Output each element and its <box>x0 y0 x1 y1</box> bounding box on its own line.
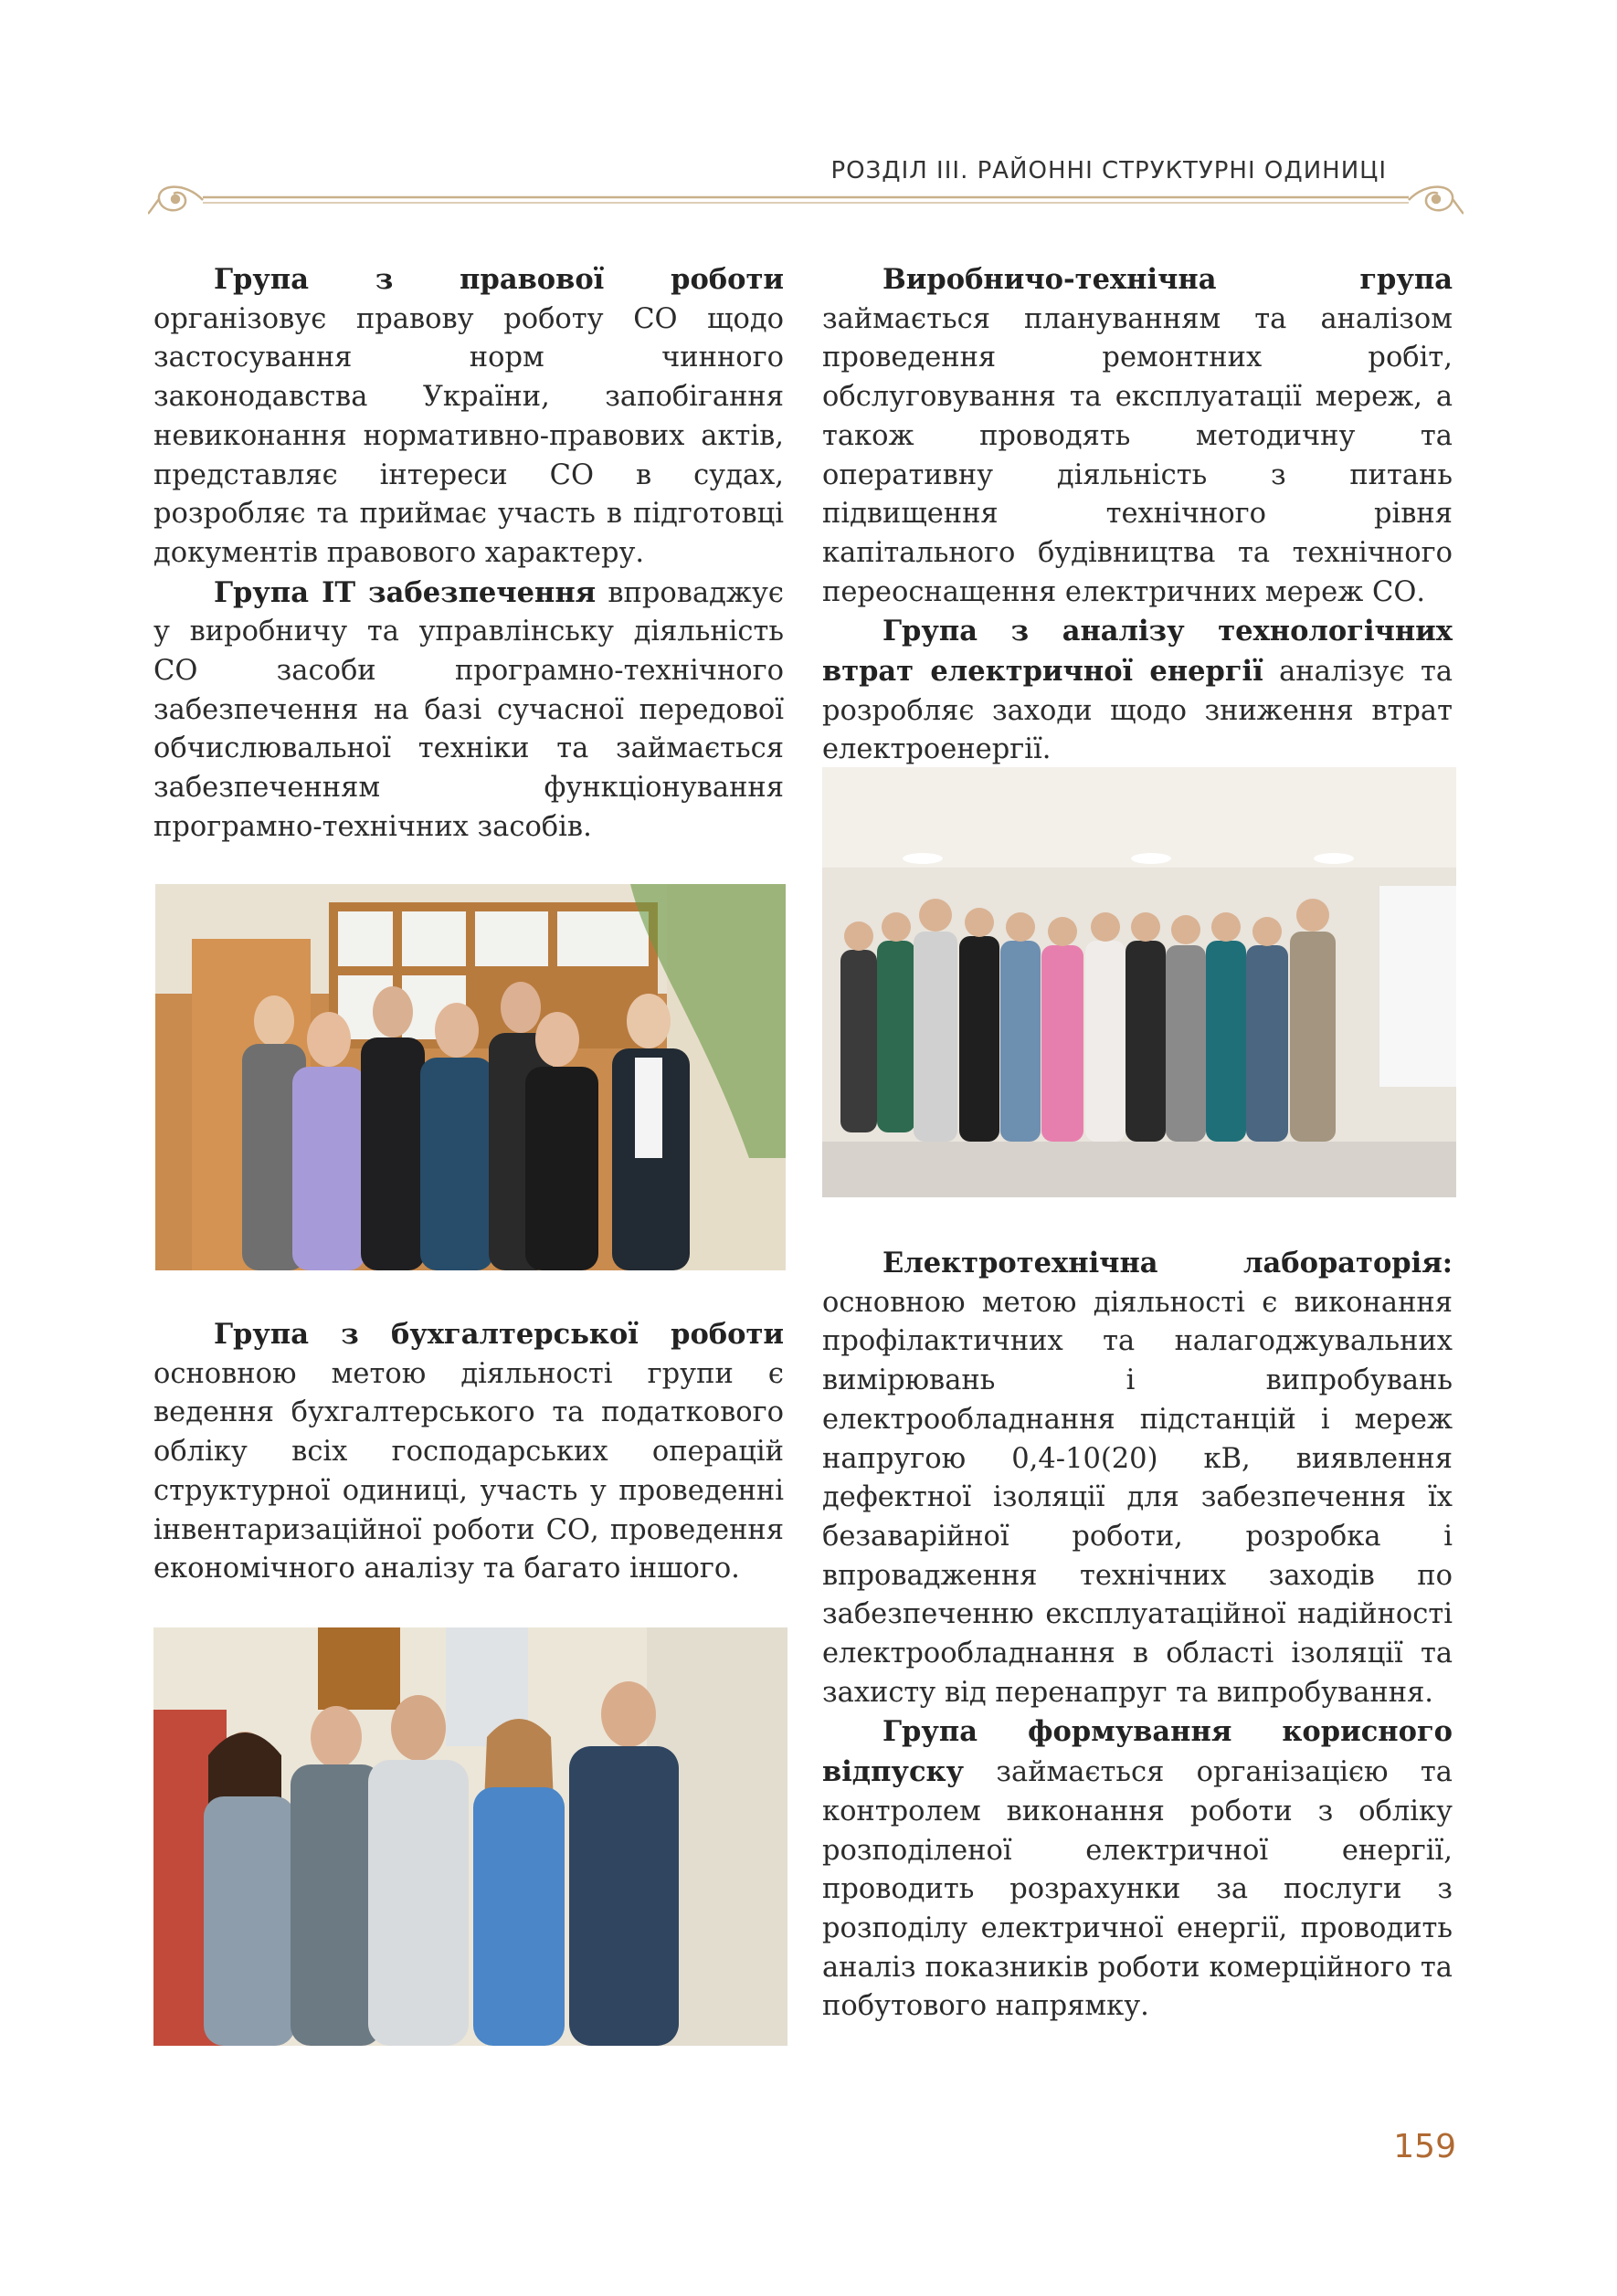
losses-group-paragraph <box>822 612 1453 770</box>
legal-group-text: організовує правову роботу СО щодо застосування норм чинного законодавства України, запобігання невиконання нормативно-правових актів, представляє інтереси СО в судах, розробляє та приймає участь в підготовці документів правового характеру. <box>153 302 784 569</box>
page-number: 159 <box>1393 2128 1456 2165</box>
losses-group-heading: Група з аналізу технологічних втрат електричної енергії <box>822 615 1453 689</box>
production-group-heading: Виробничо-технічна група <box>882 263 1453 296</box>
accounting-group-heading: Група з бухгалтерської роботи <box>214 1318 784 1351</box>
photo-large-group <box>822 767 1456 1197</box>
right-column-top <box>822 260 1453 770</box>
it-group-heading: Група ІТ забезпечення <box>214 575 597 609</box>
legal-group-paragraph <box>153 260 784 574</box>
accounting-group-paragraph <box>153 1315 784 1589</box>
it-group-text: впроваджує у виробничу та управлінську діяльність СО засоби програмно-технічного забезпечення на базі сучасної передової обчислювальної техніки та займається забезпеченням функціонування програмно-технічних засобів. <box>153 576 784 843</box>
legal-group-heading: Група з правової роботи <box>214 263 784 296</box>
production-group-text: займається плануванням та аналізом проведення ремонтних робіт, обслуговування та експлуатації мереж, а також проводять методичну та оперативну діяльність з питань підвищення технічного рівня капітального будівництва та технічного переоснащення електричних мереж СО. <box>822 302 1453 608</box>
header-ornament <box>148 172 1464 226</box>
losses-group-text: аналізує та розробляє заходи щодо зниження втрат електроенергії. <box>822 656 1453 766</box>
supply-group-text: займається організацією та контролем виконання роботи з обліку розподіленої електричної енергії, проводить розрахунки за послуги з розподілу електричної енергії, проводить аналіз показників роботи комерційного та побутового напрямку. <box>822 1756 1453 2023</box>
supply-group-heading: Група формування корисного відпуску <box>822 1715 1453 1789</box>
section-title: РОЗДІЛ ІІІ. РАЙОННІ СТРУКТУРНІ ОДИНИЦІ <box>830 157 1387 184</box>
right-column-bottom <box>822 1244 1453 2027</box>
it-group-paragraph <box>153 574 784 848</box>
accounting-group-text: основною метою діяльності групи є ведення бухгалтерського та податкового обліку всіх господарських операцій структурної одиниці, участь у проведенні інвентаризаційної роботи СО, проведення економічного аналізу та багато іншого. <box>153 1357 784 1585</box>
supply-group-paragraph <box>822 1712 1453 2027</box>
lab-heading: Електротехнічна лабораторія: <box>882 1247 1453 1280</box>
photo-legal-it-team <box>155 884 786 1270</box>
left-column-top <box>153 260 784 848</box>
lab-paragraph <box>822 1244 1453 1712</box>
lab-text: основною метою діяльності є виконання профілактичних та налагоджувальних вимірювань і випробувань електрообладнання підстанцій і мереж напругою 0,4-10(20) кВ, виявлення дефектної ізоляції для забезпечення їх безаварійної роботи, розробка і впровадження технічних заходів по забезпеченню експлуатаційної надійності електрообладнання в області ізоляції та захисту від перенапруг та випробування. <box>822 1286 1453 1709</box>
left-column-middle <box>153 1315 784 1589</box>
production-group-paragraph <box>822 260 1453 612</box>
photo-accounting-team <box>153 1627 787 2046</box>
